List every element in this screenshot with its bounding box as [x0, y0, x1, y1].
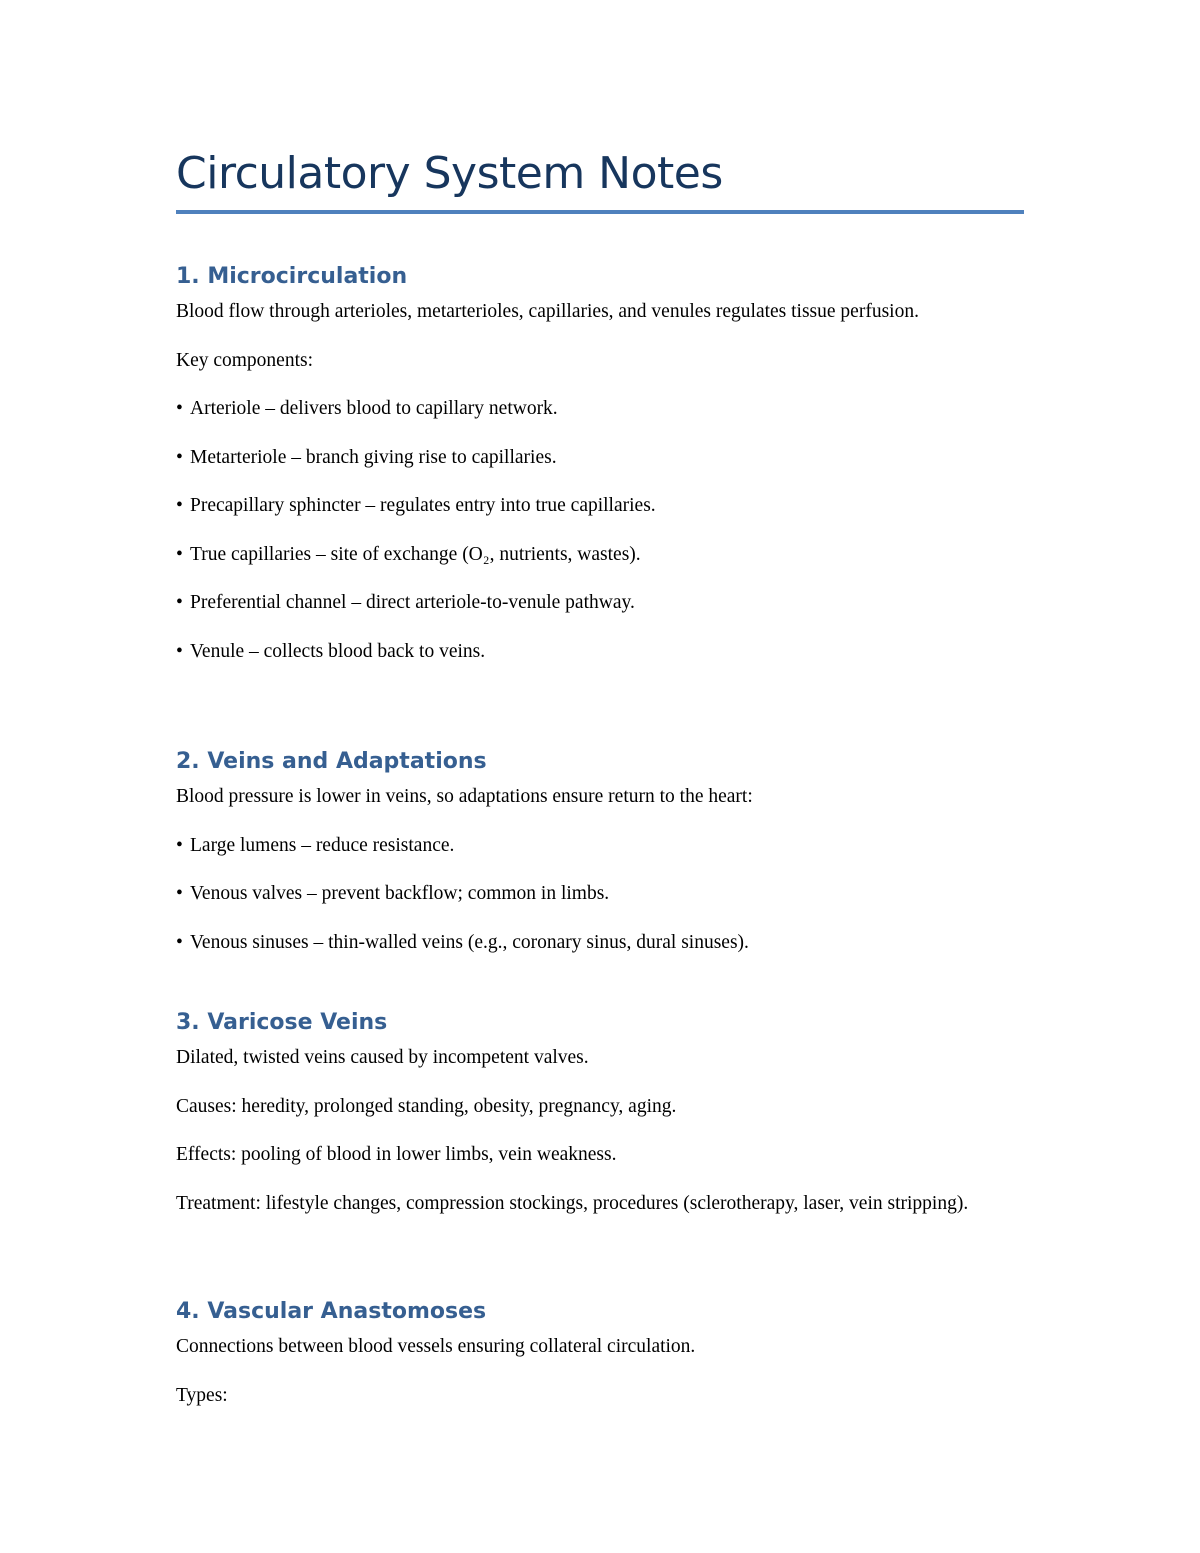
bullet-icon: • — [176, 592, 183, 613]
list-item: • Preferential channel – direct arteriole-to-venule pathway. — [176, 588, 1024, 618]
list-item: • Venous valves – prevent backflow; common in limbs. — [176, 879, 1024, 909]
bullet-icon: • — [176, 931, 183, 953]
bullet-list — [176, 831, 1024, 958]
list-item: • True capillaries – site of exchange (O₂, nutrients, wastes). — [176, 540, 1024, 570]
bullet-icon: • — [176, 834, 183, 856]
list-item: • Arteriole – delivers blood to capillary network. — [176, 394, 1024, 424]
title-underline-rule — [176, 210, 1024, 214]
section-intro: Blood flow through arterioles, metarterioles, capillaries, and venules regulates tissue perfusion. — [176, 301, 919, 322]
section-microcirculation — [176, 262, 1024, 666]
effects-text: Effects: pooling of blood in lower limbs, vein weakness. — [176, 1144, 617, 1165]
bullet-icon: • — [176, 883, 183, 904]
section-vascular-anastomoses — [176, 1297, 1024, 1410]
list-item: • Metarteriole – branch giving rise to capillaries. — [176, 443, 1024, 473]
bullet-list — [176, 394, 1024, 666]
section-veins-adaptations — [176, 747, 1024, 957]
section-heading: 4. Vascular Anastomoses — [176, 1299, 487, 1324]
bullet-icon: • — [176, 495, 183, 516]
list-item: • Venous sinuses – thin-walled veins (e.g., coronary sinus, dural sinuses). — [176, 928, 1024, 958]
section-varicose-veins — [176, 1008, 1024, 1218]
section-intro: Blood pressure is lower in veins, so adaptations ensure return to the heart: — [176, 786, 753, 807]
bullet-icon: • — [176, 640, 183, 662]
key-components-label: Key components: — [176, 349, 314, 371]
section-heading: 2. Veins and Adaptations — [176, 749, 487, 774]
types-label: Types: — [176, 1384, 228, 1406]
causes-text: Causes: heredity, prolonged standing, obesity, pregnancy, aging. — [176, 1095, 677, 1117]
section-intro: Dilated, twisted veins caused by incompetent valves. — [176, 1047, 589, 1068]
bullet-icon: • — [176, 543, 183, 565]
bullet-icon: • — [176, 446, 183, 468]
section-intro: Connections between blood vessels ensuring collateral circulation. — [176, 1336, 696, 1357]
list-item: • Large lumens – reduce resistance. — [176, 831, 1024, 861]
list-item: • Venule – collects blood back to veins. — [176, 637, 1024, 667]
section-heading: 3. Varicose Veins — [176, 1010, 388, 1035]
list-item: • Precapillary sphincter – regulates entry into true capillaries. — [176, 491, 1024, 521]
document-title: Circulatory System Notes — [176, 148, 723, 199]
section-heading: 1. Microcirculation — [176, 264, 408, 289]
bullet-icon: • — [176, 398, 183, 419]
treatment-text: Treatment: lifestyle changes, compression stockings, procedures (sclerotherapy, laser, vein stripping). — [176, 1192, 969, 1214]
